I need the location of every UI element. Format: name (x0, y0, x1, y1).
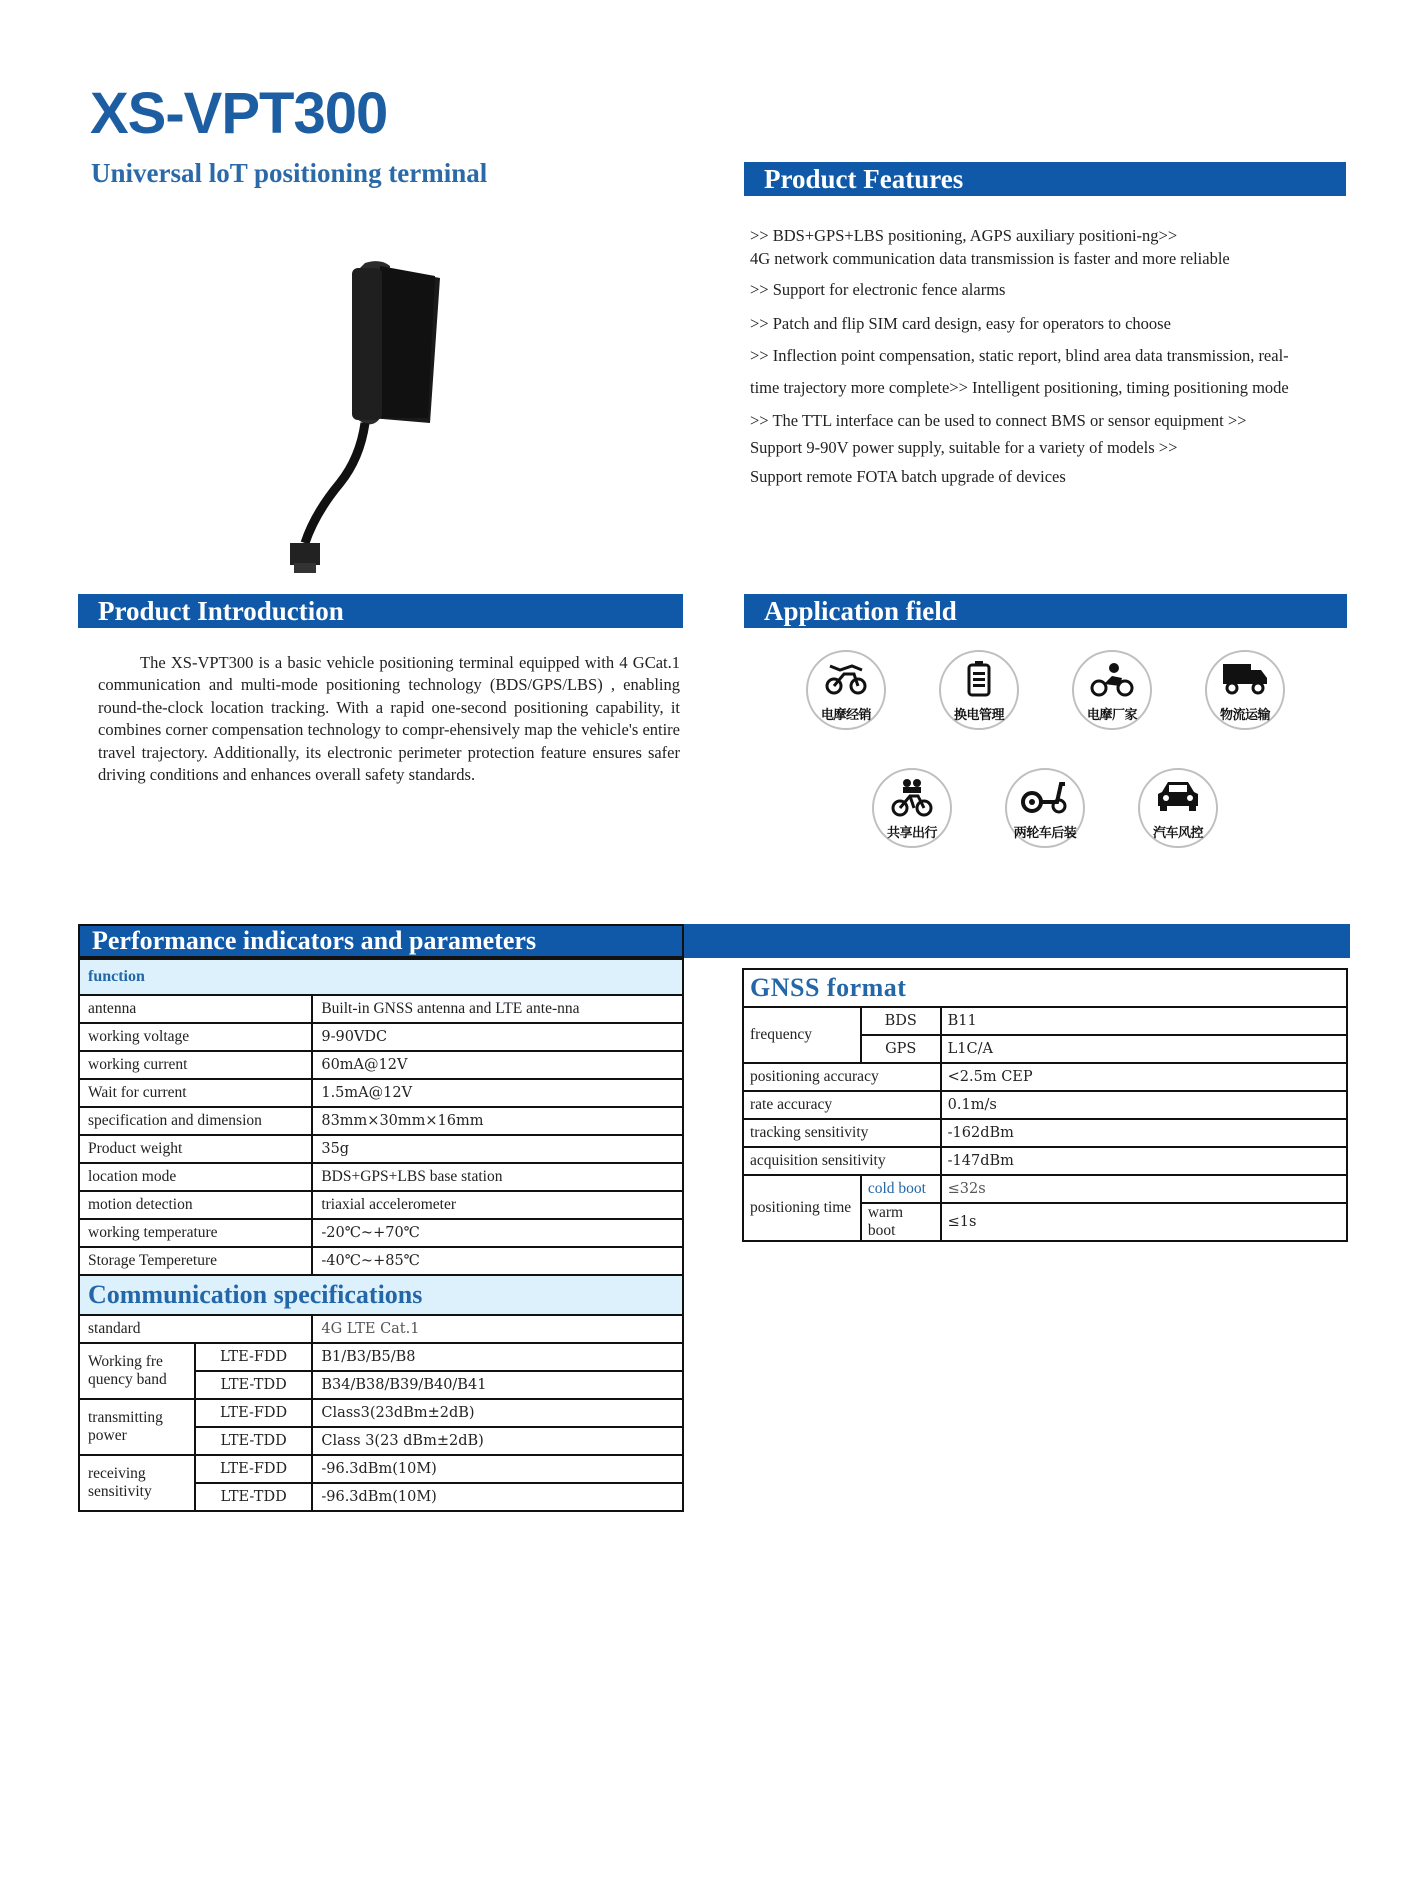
feature-line: time trajectory more complete>> Intelligent positioning, timing positioning mode (750, 378, 1289, 397)
table-row: Storage Tempereture -40℃~+85℃ (79, 1247, 683, 1275)
app-item-label: 换电管理 (953, 708, 1004, 723)
app-item-label: 物流运输 (1219, 708, 1270, 723)
table-row: LTE-TDD -96.3dBm(10M) (79, 1483, 683, 1511)
motorcycle-dealer-icon (824, 660, 868, 696)
table-row: warm boot ≤1s (743, 1203, 1347, 1241)
page-title: XS-VPT300 (90, 81, 388, 146)
table-row: rate accuracy 0.1m/s (743, 1091, 1347, 1119)
table-row: working temperature -20℃~+70℃ (79, 1219, 683, 1247)
shared-bike-icon (890, 778, 934, 818)
communication-heading: Communication specifications (79, 1275, 683, 1315)
feature-line: >> Support for electronic fence alarms (750, 280, 1006, 299)
feature-line: >> BDS+GPS+LBS positioning, AGPS auxiliary positioni-ng>> (750, 226, 1178, 245)
feature-line: >> Inflection point compensation, static report, blind area data transmission, real- (750, 346, 1289, 365)
app-item-label: 共享出行 (886, 826, 937, 841)
introduction-heading: Product Introduction (78, 594, 683, 628)
table-row: standard 4G LTE Cat.1 (79, 1315, 683, 1343)
motorcycle-factory-icon (1090, 660, 1134, 698)
battery-swap-icon (964, 660, 994, 698)
table-row: antenna Built-in GNSS antenna and LTE ante-nna (79, 995, 683, 1023)
gnss-table (742, 968, 1348, 1242)
page-subtitle: Universal loT positioning terminal (91, 158, 488, 188)
app-item-logistics (1205, 650, 1285, 730)
car-icon (1154, 778, 1202, 814)
application-heading: Application field (744, 594, 1347, 628)
introduction-paragraph: The XS-VPT300 is a basic vehicle positioning terminal equipped with 4 GCat.1 communication and multi-mode positioning technology (BDS/GPS/LBS) , enabling round-the-clock location tracking. With a rapid one-second positioning capability, it combines corner compensation technology to compr-ehensively map the vehicle's entire travel trajectory. Additionally, its electronic perimeter protection feature ensures safer driving conditions and enhances overall safety standards. (98, 653, 680, 785)
performance-heading: Performance indicators and parameters (78, 924, 684, 958)
table-row: location mode BDS+GPS+LBS base station (79, 1163, 683, 1191)
table-row: LTE-TDD Class 3(23 dBm±2dB) (79, 1427, 683, 1455)
introduction-text (98, 652, 680, 786)
app-item-battery-swap (939, 650, 1019, 730)
table-row: acquisition sensitivity -147dBm (743, 1147, 1347, 1175)
table-row: positioning accuracy <2.5m CEP (743, 1063, 1347, 1091)
app-item-label: 汽车风控 (1152, 826, 1203, 841)
table-row: LTE-TDD B34/B38/B39/B40/B41 (79, 1371, 683, 1399)
table-row: frequency BDS B11 (743, 1007, 1347, 1035)
table-row: GPS L1C/A (743, 1035, 1347, 1063)
app-item-shared-mobility (872, 768, 952, 848)
app-item-car-risk-control (1138, 768, 1218, 848)
app-item-two-wheeler (1005, 768, 1085, 848)
performance-table (78, 958, 684, 1512)
table-row: positioning time cold boot ≤32s (743, 1175, 1347, 1203)
gnss-heading: GNSS format (743, 969, 1347, 1007)
table-row: specification and dimension 83mm×30mm×16mm (79, 1107, 683, 1135)
table-row: Working fre quency band LTE-FDD B1/B3/B5/B8 (79, 1343, 683, 1371)
app-item-label: 两轮车后装 (1013, 826, 1077, 841)
app-item-motorcycle-dealer (806, 650, 886, 730)
table-row: transmitting power LTE-FDD Class3(23dBm±2dB) (79, 1399, 683, 1427)
table-row: receiving sensitivity LTE-FDD -96.3dBm(10M) (79, 1455, 683, 1483)
table-row: working current 60mA@12V (79, 1051, 683, 1079)
table-row: Wait for current 1.5mA@12V (79, 1079, 683, 1107)
device-image (230, 258, 450, 588)
feature-line: >> The TTL interface can be used to connect BMS or sensor equipment >> (750, 411, 1247, 430)
app-item-label: 电摩经销 (820, 708, 871, 723)
function-label: function (79, 959, 683, 995)
feature-line: Support remote FOTA batch upgrade of devices (750, 467, 1066, 486)
truck-icon (1221, 660, 1269, 696)
table-row: Product weight 35g (79, 1135, 683, 1163)
features-heading: Product Features (744, 162, 1346, 196)
table-row: tracking sensitivity -162dBm (743, 1119, 1347, 1147)
table-row: motion detection triaxial accelerometer (79, 1191, 683, 1219)
feature-line: Support 9-90V power supply, suitable for a variety of models >> (750, 438, 1178, 457)
app-item-label: 电摩厂家 (1086, 708, 1137, 723)
app-item-motorcycle-factory (1072, 650, 1152, 730)
feature-line: 4G network communication data transmission is faster and more reliable (750, 249, 1230, 268)
scooter-icon (1021, 778, 1069, 816)
feature-line: >> Patch and flip SIM card design, easy for operators to choose (750, 314, 1171, 333)
table-row: working voltage 9-90VDC (79, 1023, 683, 1051)
